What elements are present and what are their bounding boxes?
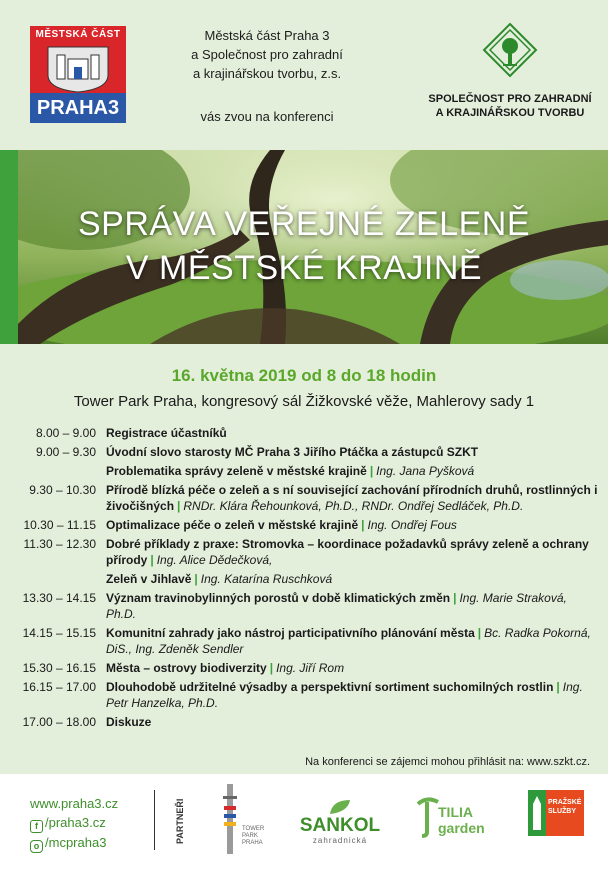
program-row <box>20 625 600 657</box>
footer-links <box>30 794 118 853</box>
tilia-t-icon <box>414 796 440 838</box>
logo-top-text: MĚSTSKÁ ČÁST <box>30 26 126 43</box>
program-row <box>20 536 600 568</box>
program-title: Problematika správy zeleně v městské krajině <box>106 464 367 478</box>
organizers-text <box>150 26 384 126</box>
hero-title-2: V MĚSTSKÉ KRAJINĚ <box>125 249 483 287</box>
program-speaker: RNDr. Klára Řehounková, Ph.D., RNDr. Ondřej Sedláček, Ph.D. <box>183 499 524 513</box>
hero-title-1: SPRÁVA VEŘEJNÉ ZELENĚ <box>77 205 531 243</box>
program-item <box>106 482 600 514</box>
program-title: Města – ostrovy biodiverzity <box>106 661 267 675</box>
org-line-2: a Společnost pro zahradní <box>191 47 343 62</box>
separator-bar: | <box>361 518 365 532</box>
footer-divider <box>154 790 155 850</box>
program-time <box>20 571 106 587</box>
program-time: 13.30 – 14.15 <box>22 591 96 605</box>
facebook-text: /praha3.cz <box>45 815 106 830</box>
facebook-icon: f <box>30 820 43 833</box>
program-row <box>20 660 600 676</box>
program-item <box>106 536 600 568</box>
web-link[interactable]: www.praha3.cz <box>30 796 119 811</box>
program-row <box>20 714 600 730</box>
program-title: Optimalizace péče o zeleň v městské krajině <box>106 518 359 532</box>
event-venue: Tower Park Praha, kongresový sál Žižkovské věže, Mahlerovy sady 1 <box>73 393 535 410</box>
tilia-logo[interactable] <box>414 796 506 846</box>
program-row <box>20 444 600 460</box>
program-time: 9.00 – 9.30 <box>35 445 96 459</box>
program-time: 9.30 – 10.30 <box>29 483 96 497</box>
program-row <box>20 517 600 533</box>
program-item <box>106 660 600 676</box>
program-item <box>106 571 600 587</box>
szkt-logo[interactable] <box>420 22 600 120</box>
logo-bottom-text: PRAHA3 <box>30 93 126 123</box>
tilia-name: TILIA garden <box>438 804 485 836</box>
program-time: 15.30 – 16.15 <box>22 661 96 675</box>
invite-text: vás zvou na konferenci <box>200 109 334 124</box>
sankol-sub: zahradnická <box>312 836 368 845</box>
program-title: Diskuze <box>106 715 152 729</box>
program-time: 8.00 – 9.00 <box>35 426 96 440</box>
program-item <box>106 444 600 460</box>
program-row <box>20 425 600 441</box>
program-title: Úvodní slovo starosty MČ Praha 3 Jiřího Ptáčka a zástupců SZKT <box>106 445 479 459</box>
program-time: 11.30 – 12.30 <box>23 537 96 551</box>
separator-bar: | <box>269 661 274 675</box>
instagram-icon: o <box>30 840 43 853</box>
prazske-sluzby-name: PRAŽSKÉ SLUŽBY <box>548 799 582 815</box>
instagram-link[interactable] <box>30 833 118 853</box>
szkt-name-1: SPOLEČNOST PRO ZAHRADNÍ <box>428 93 592 105</box>
registration-note: Na konferenci se zájemci mohou přihlásit na: www.szkt.cz. <box>305 756 590 768</box>
separator-bar: | <box>477 626 482 640</box>
program-title: Přírodě blízká péče o zeleň a s ní související zachování přírodních druhů, rostlinných i živočišných <box>106 483 598 513</box>
event-date: 16. května 2019 od 8 do 18 hodin <box>171 366 437 385</box>
program-row <box>20 679 600 711</box>
program-speaker: Ing. Alice Dědečková, <box>156 553 273 567</box>
program-item <box>106 425 600 441</box>
towerpark-name: TOWER PARK PRAHA <box>242 826 265 846</box>
prazske-sluzby-logo[interactable] <box>528 790 584 852</box>
szkt-name-2: A KRAJINÁŘSKOU TVORBU <box>435 107 585 119</box>
praha3-logo[interactable] <box>30 26 126 123</box>
program-time <box>20 463 106 479</box>
org-line-3: a krajinářskou tvorbu, z.s. <box>192 66 342 81</box>
program-time: 14.15 – 15.15 <box>22 626 96 640</box>
program-title: Význam travinobylinných porostů v době klimatických změn <box>106 591 451 605</box>
program-speaker: Bc. Radka Pokorná, DiS., Ing. Zdeněk Sendler <box>106 626 591 656</box>
org-line-1: Městská část Praha 3 <box>204 28 330 43</box>
sankol-name: SANKOL <box>299 815 381 836</box>
hero-image <box>0 150 608 344</box>
program-time: 10.30 – 11.15 <box>23 518 96 532</box>
program-item <box>106 517 600 533</box>
program-title: Zeleň v Jihlavě <box>106 572 192 586</box>
program-list <box>20 425 600 733</box>
program-item <box>106 463 600 479</box>
program-title: Dlouhodobě udržitelné výsadby a perspektivní sortiment suchomilných rostlin <box>106 680 554 694</box>
facebook-link[interactable] <box>30 813 118 833</box>
separator-bar: | <box>177 499 181 513</box>
sankol-logo[interactable] <box>298 798 382 848</box>
program-item <box>106 625 600 657</box>
program-title: Registrace účastníků <box>106 426 227 440</box>
towerpark-tower-icon <box>220 782 240 856</box>
program-speaker: Ing. Jiří Rom <box>276 661 345 675</box>
partners-label: PARTNEŘI <box>175 798 185 844</box>
program-row <box>20 482 600 514</box>
program-item <box>106 590 600 622</box>
separator-bar: | <box>453 591 457 605</box>
program-speaker: Ing. Petr Hanzelka, Ph.D. <box>106 680 583 710</box>
separator-bar: | <box>369 464 374 478</box>
separator-bar: | <box>150 553 154 567</box>
program-time: 16.15 – 17.00 <box>22 680 96 694</box>
program-row <box>20 571 600 587</box>
program-time: 17.00 – 18.00 <box>22 715 96 729</box>
program-speaker: Ing. Jana Pyšková <box>376 464 475 478</box>
program-item <box>106 714 600 730</box>
green-accent-bar <box>0 150 18 344</box>
praha3-shield-icon <box>30 43 126 93</box>
program-item <box>106 679 600 711</box>
instagram-text: /mcpraha3 <box>45 835 107 850</box>
program-speaker: Ing. Marie Straková, Ph.D. <box>106 591 567 621</box>
separator-bar: | <box>194 572 198 586</box>
separator-bar: | <box>556 680 560 694</box>
program-row <box>20 463 600 479</box>
program-title: Komunitní zahrady jako nástroj participativního plánování města <box>106 626 475 640</box>
program-speaker: Ing. Ondřej Fous <box>367 518 457 532</box>
program-speaker: Ing. Katarína Ruschková <box>200 572 333 586</box>
towerpark-logo[interactable] <box>220 782 270 856</box>
program-title: Dobré příklady z praxe: Stromovka – koordinace požadavků správy zeleně a ochrany přírody <box>106 537 589 567</box>
szkt-tree-icon <box>482 22 538 78</box>
sankol-leaf-icon <box>328 798 352 816</box>
program-row <box>20 590 600 622</box>
